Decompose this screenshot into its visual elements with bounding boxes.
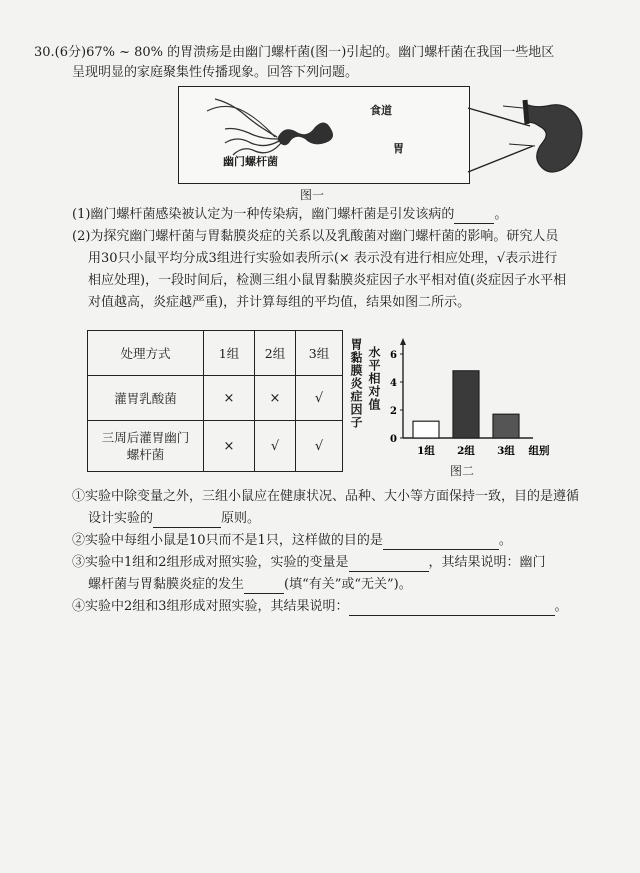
x-tick-label: 1组: [417, 445, 435, 457]
sub-question-4-line: [72, 598, 568, 616]
question-intro-line-2: 呈现明显的家庭聚集性传播现象。回答下列问题。: [72, 65, 359, 80]
bacterium-label: 幽门螺杆菌: [223, 155, 278, 168]
sub-question-2-line: [72, 532, 512, 550]
table-row-label-line-1: 三周后灌胃幽门: [101, 430, 190, 445]
x-tick-label: 2组: [457, 445, 475, 457]
y-tick-label: 2: [390, 406, 397, 417]
question-intro-line-1: 30.(6分)67% ~ 80% 的胃溃疡是由幽门螺杆菌(图一)引起的。幽门螺杆菌在我国一些地区: [34, 45, 555, 60]
table-header-cell: 2组: [255, 331, 296, 376]
experiment-table: [87, 330, 343, 472]
bar-chart-svg: [385, 332, 555, 462]
bar: [493, 414, 519, 438]
table-row-label: 灌胃乳酸菌: [88, 376, 204, 421]
y-tick-label: 4: [390, 378, 397, 389]
sub-question-2-text-a: ②实验中每组小鼠是10只而不是1只，这样做的目的是: [72, 533, 383, 548]
table-cell: √: [296, 376, 343, 421]
y-axis-arrow: [400, 338, 406, 345]
sub-question-4-text-b: 。: [554, 599, 568, 614]
sub-question-3-text-a: ③实验中1组和2组形成对照实验，实验的变量是: [72, 555, 349, 570]
figure-2-caption: 图二: [450, 464, 475, 478]
sub-question-3-blank-2[interactable]: [244, 579, 284, 594]
table-header-cell: 1组: [204, 331, 255, 376]
sub-question-3-blank-1[interactable]: [349, 557, 429, 572]
question-1-end: 。: [494, 207, 508, 222]
sub-question-3-text-c: 螺杆菌与胃黏膜炎症的发生: [88, 577, 245, 592]
question-2-line-1: (2)为探究幽门螺杆菌与胃黏膜炎症的关系以及乳酸菌对幽门螺杆菌的影响。研究人员: [72, 229, 559, 244]
sub-question-1-line-2: [88, 510, 260, 528]
x-axis-label: 组别: [528, 445, 550, 457]
table-cell: √: [296, 421, 343, 472]
bar: [413, 421, 439, 438]
question-2-line-3: 相应处理)，一段时间后，检测三组小鼠胃黏膜炎症因子水平相对值(炎症因子水平相: [88, 273, 567, 288]
stomach-illustration: [465, 96, 600, 191]
sub-question-3-text-b: ，其结果说明：幽门: [428, 555, 546, 570]
y-axis-label-part-1: 胃黏膜炎症因子: [349, 338, 363, 429]
sub-question-2-blank[interactable]: [383, 535, 499, 550]
esophagus-label: 食道: [370, 104, 392, 117]
table-row: [88, 376, 343, 421]
sub-question-1-text-b: 原则。: [221, 511, 261, 526]
stomach-label: 胃: [393, 142, 404, 155]
figure-2-chart: [345, 332, 555, 462]
table-cell: √: [255, 421, 296, 472]
table-header-row: [88, 331, 343, 376]
question-1-blank[interactable]: [454, 209, 494, 224]
bar: [453, 371, 479, 438]
table-row-label-line-2: 螺杆菌: [126, 447, 165, 462]
sub-question-3-line-2: [88, 576, 412, 594]
y-tick-label: 6: [390, 350, 397, 361]
sub-question-4-blank[interactable]: [349, 601, 555, 616]
question-2-line-2: 用30只小鼠平均分成3组进行实验如表所示(× 表示没有进行相应处理，√表示进行: [88, 251, 558, 266]
sub-question-4-text-a: ④实验中2组和3组形成对照实验，其结果说明：: [72, 599, 349, 614]
y-axis-label-part-2: 水平相对值: [367, 346, 381, 411]
table-cell: ×: [204, 376, 255, 421]
table-row: [88, 421, 343, 472]
table-header-cell: 3组: [296, 331, 343, 376]
question-1-text: (1)幽门螺杆菌感染被认定为一种传染病，幽门螺杆菌是引发该病的: [72, 207, 455, 222]
figure-1-caption: 图一: [300, 188, 325, 202]
sub-question-1-blank[interactable]: [153, 513, 221, 528]
sub-question-1-text-a: 设计实验的: [88, 511, 154, 526]
table-cell: ×: [204, 421, 255, 472]
x-tick-label: 3组: [497, 445, 515, 457]
sub-question-1-line-1: ①实验中除变量之外，三组小鼠应在健康状况、品种、大小等方面保持一致，目的是遵循: [72, 489, 580, 504]
sub-question-2-text-b: 。: [498, 533, 512, 548]
question-1-line: [72, 206, 507, 224]
sub-question-3-text-d: (填“有关”或“无关”)。: [284, 577, 412, 592]
table-header-cell: 处理方式: [88, 331, 204, 376]
y-tick-label: 0: [390, 434, 397, 445]
table-cell: ×: [255, 376, 296, 421]
question-2-line-4: 对值越高，炎症越严重)，并计算每组的平均值，结果如图二所示。: [88, 295, 471, 310]
table-row-label: [88, 421, 204, 472]
figure-1-box: [178, 86, 470, 184]
sub-question-3-line-1: [72, 554, 546, 572]
